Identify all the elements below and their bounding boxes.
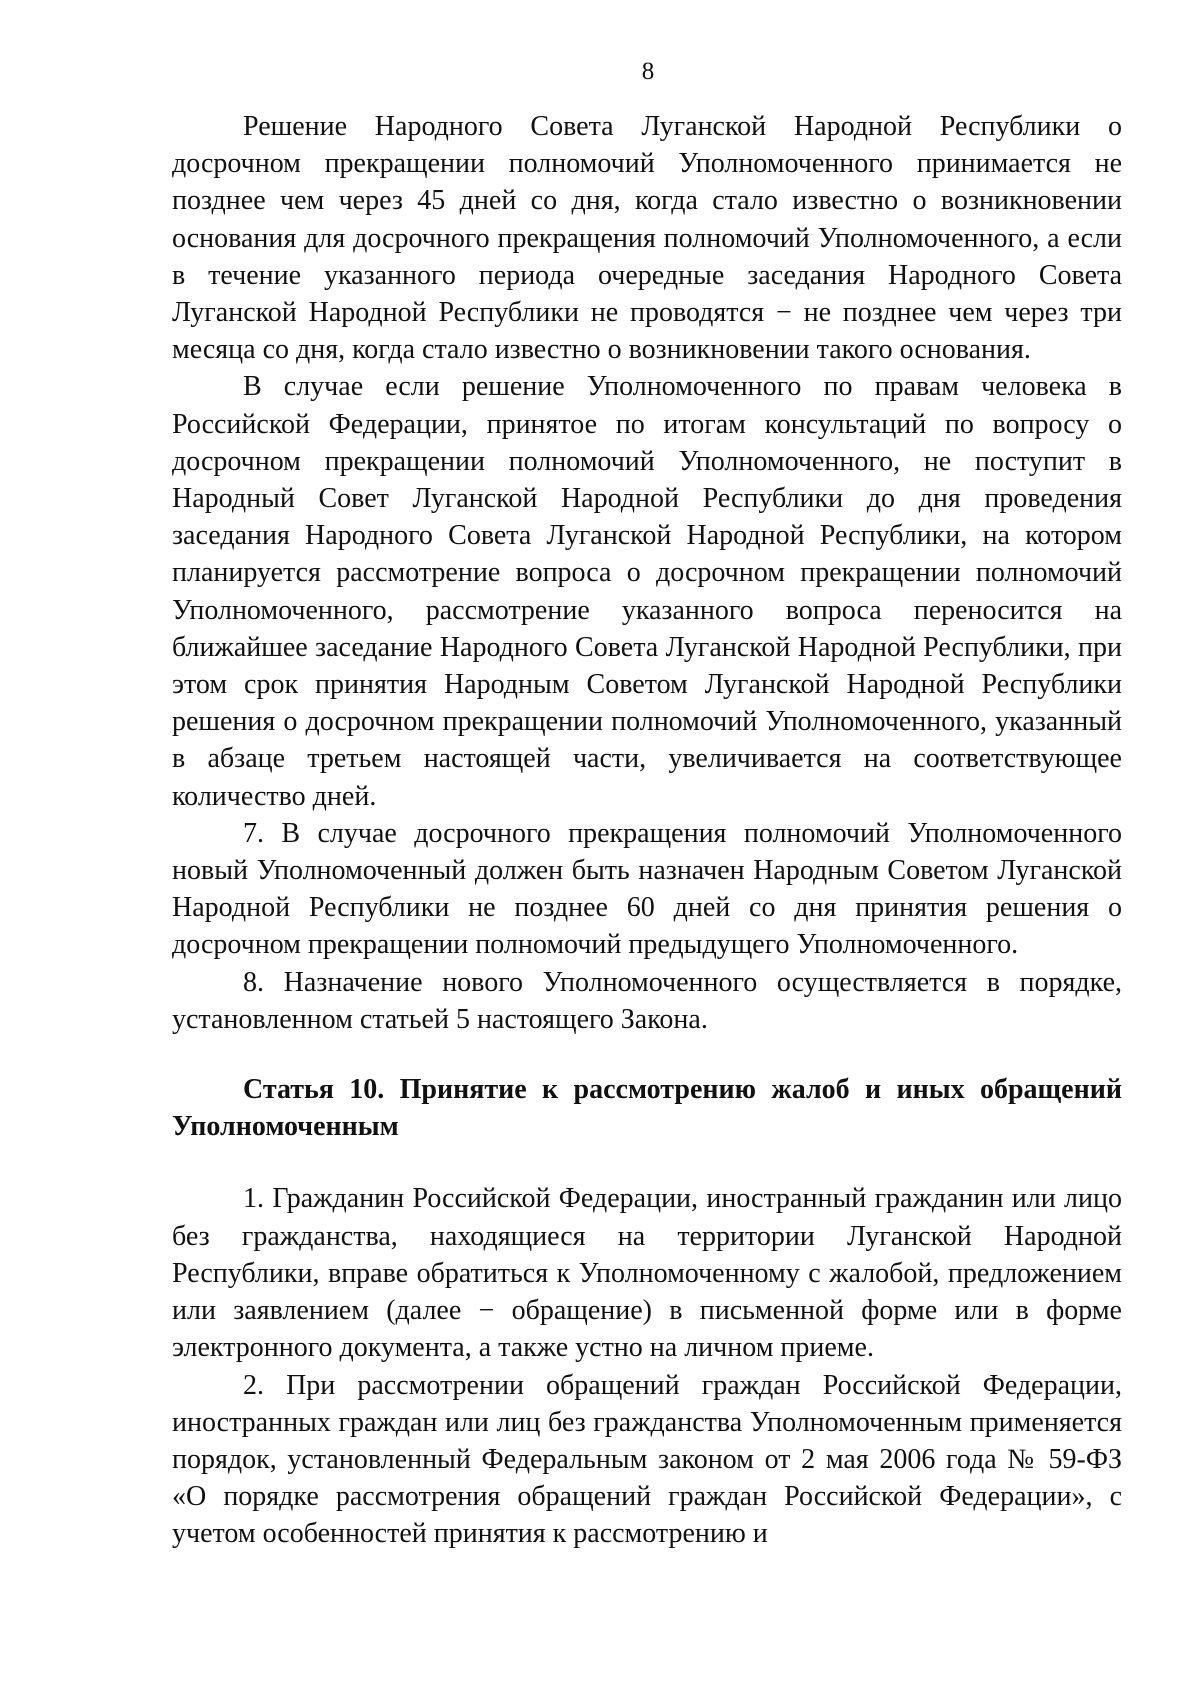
article-heading: Статья 10. Принятие к рассмотрению жалоб и иных обращений Уполномоченным [172, 1074, 1122, 1143]
paragraph-decision-deadline: Решение Народного Совета Луганской Народной Республики о досрочном прекращении полномочий Уполномоченного принимается не позднее чем через 45 дней со дня, когда стало известно о возникновении основания для досрочного прекращения полномочий Уполномоченного, а если в течение указанного периода очередные заседания Народного Совета Луганской Народной Республики не проводятся − не позднее чем через три месяца со дня, когда стало известно о возникновении такого основания. [172, 111, 1122, 366]
page-number: 8 [641, 58, 655, 85]
paragraph-consultation-delay: В случае если решение Уполномоченного по правам человека в Российской Федерации, принятое по итогам консультаций по вопросу о досрочном прекращении полномочий Уполномоченного, не поступит в Народный Совет Луганской Народной Республики до дня проведения заседания Народного Совета Луганской Народной Республики, на котором планируется рассмотрение вопроса о досрочном прекращении полномочий Уполномоченного, рассмотрение указанного вопроса переносится на ближайшее заседание Народного Совета Луганской Народной Республики, при этом срок принятия Народным Советом Луганской Народной Республики решения о досрочном прекращении полномочий Уполномоченного, указанный в абзаце третьем настоящей части, увеличивается на соответствующее количество дней. [172, 371, 1122, 812]
document-page [172, 58, 1122, 1553]
paragraph-article10-clause-1: 1. Гражданин Российской Федерации, иностранный гражданин или лицо без гражданства, находящиеся на территории Луганской Народной Республики, вправе обратиться к Уполномоченному с жалобой, предложением или заявлением (далее − обращение) в письменной форме или в форме электронного документа, а также устно на личном приеме. [172, 1183, 1122, 1364]
paragraph-clause-8: 8. Назначение нового Уполномоченного осуществляется в порядке, установленном статьей 5 настоящего Закона. [172, 966, 1122, 1035]
paragraph-article10-clause-2: 2. При рассмотрении обращений граждан Российской Федерации, иностранных граждан или лиц без гражданства Уполномоченным применяется порядок, установленный Федеральным законом от 2 мая 2006 года № 59-ФЗ «О порядке рассмотрения обращений граждан Российской Федерации», с учетом особенностей принятия к рассмотрению и [172, 1369, 1122, 1550]
paragraph-clause-7: 7. В случае досрочного прекращения полномочий Уполномоченного новый Уполномоченный должен быть назначен Народным Советом Луганской Народной Республики не позднее 60 дней со дня принятия решения о досрочном прекращении полномочий предыдущего Уполномоченного. [172, 817, 1122, 961]
